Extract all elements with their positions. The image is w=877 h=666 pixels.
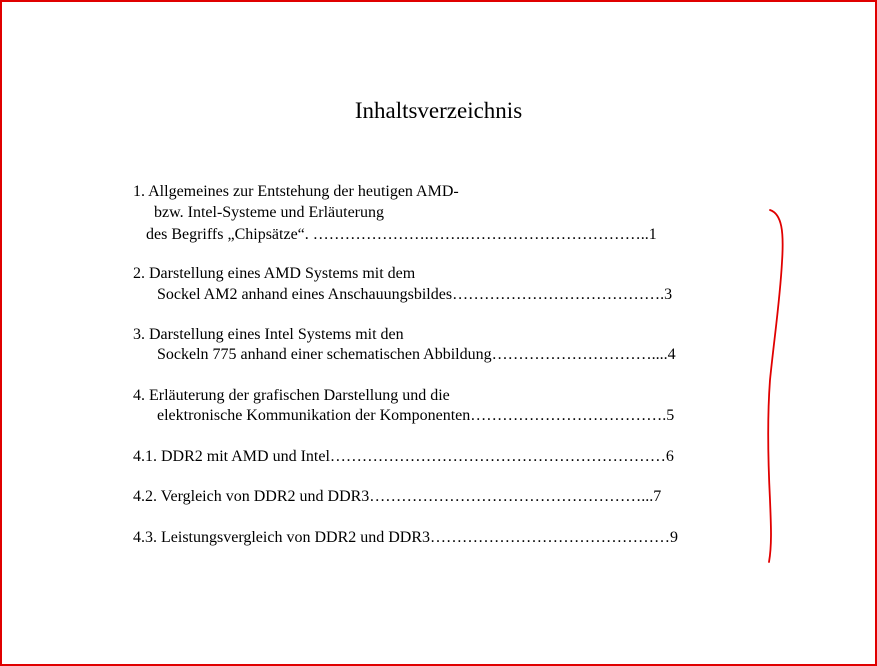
toc-entry-1-line-2: bzw. Intel-Systeme und Erläuterung bbox=[154, 204, 385, 221]
toc-entry-1-line-1: 1. Allgemeines zur Entstehung der heutigen AMD- bbox=[133, 183, 459, 200]
toc-entry-4-line-1: 4. Erläuterung der grafischen Darstellung und die bbox=[133, 387, 450, 404]
toc-entry-3-line-2: Sockeln 775 anhand einer schematischen Abbildung…………………………....4 bbox=[157, 346, 676, 363]
toc-entry-2-line-1: 2. Darstellung eines AMD Systems mit dem bbox=[133, 265, 416, 282]
toc-entry-4-line-2: elektronische Kommunikation der Komponenten……………………………….5 bbox=[157, 407, 675, 424]
toc-entry-1-line-3: des Begriffs „Chipsätze“. ………………….…….……………………………..1 bbox=[146, 226, 657, 243]
toc-entry-4-3: 4.3. Leistungsvergleich von DDR2 und DDR3………………………………………9 bbox=[133, 529, 679, 546]
toc-entry-2-line-2: Sockel AM2 anhand eines Anschauungsbildes………………………………….3 bbox=[157, 286, 673, 303]
document-title: Inhaltsverzeichnis bbox=[354, 98, 523, 123]
toc-entry-4-2: 4.2. Vergleich von DDR2 und DDR3……………………………………………...7 bbox=[133, 488, 662, 505]
toc-entry-3-line-1: 3. Darstellung eines Intel Systems mit den bbox=[133, 326, 404, 343]
toc-entry-4-1: 4.1. DDR2 mit AMD und Intel………………………………………………………6 bbox=[133, 448, 674, 465]
